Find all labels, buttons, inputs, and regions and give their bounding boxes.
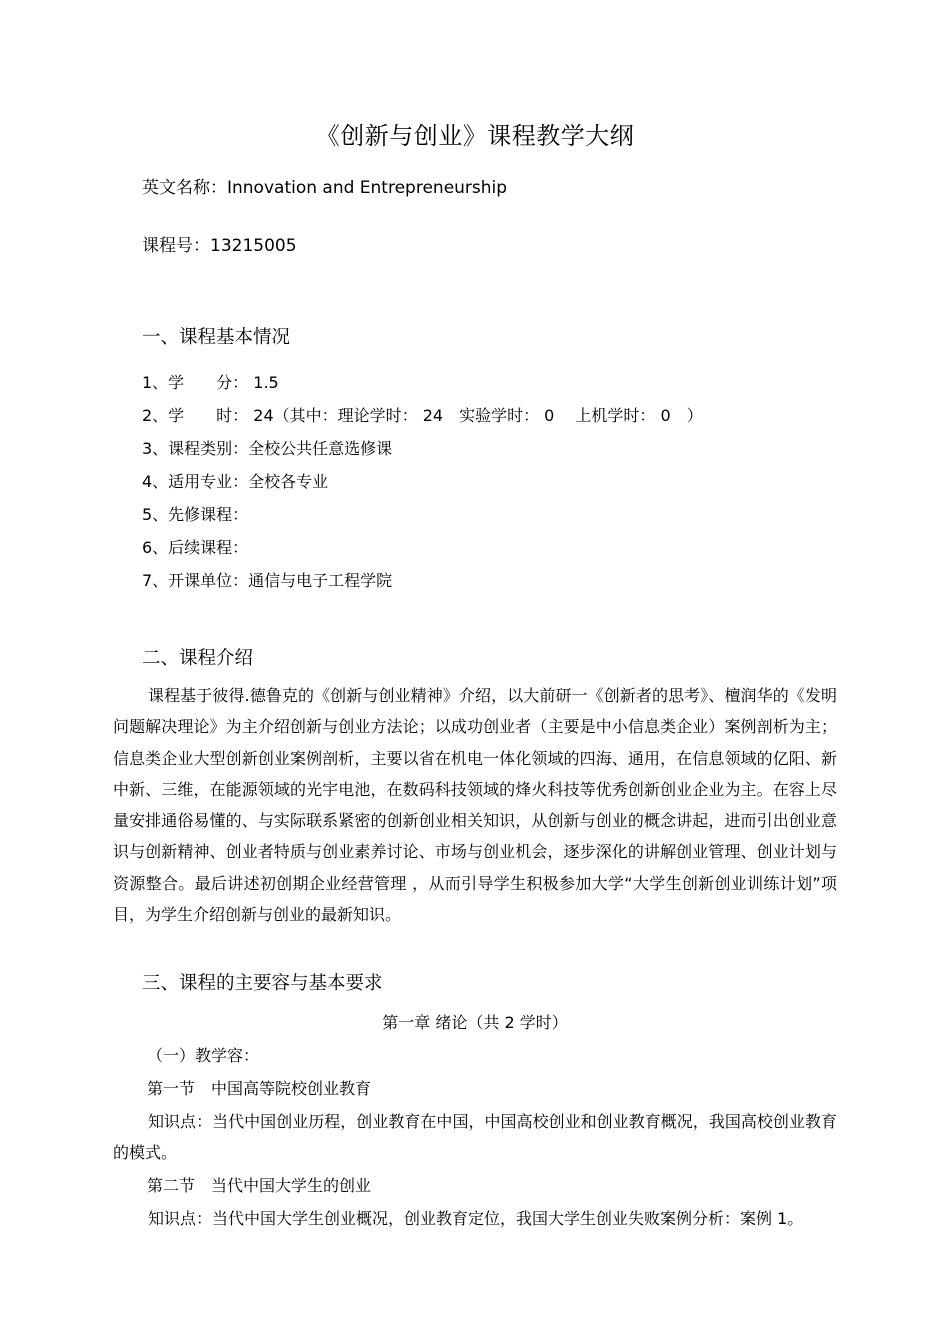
english-name: 英文名称：Innovation and Entrepreneurship <box>142 178 508 198</box>
section3-heading: 三、课程的主要容与基本要求 <box>142 973 383 994</box>
info-credits: 1、学 分： 1.5 <box>142 373 279 392</box>
info-course-type: 3、课程类别：全校公共任意选修课 <box>142 439 393 458</box>
course-intro-paragraph: 课程基于彼得.德鲁克的《创新与创业精神》介绍，以大前研一《创新者的思考》、檀润华的《发明问题解决理论》为主介绍创新与创业方法论；以成功创业者（主要是中小信息类企业）案例剖析为主；信息类企业大型创新创业案例剖析，主要以省在机电一体化领域的四海、通用，在信息领域的亿阳、新中新、三维，在能源领域的光宇电池，在数码科技领域的烽火科技等优秀创新创业企业为主。在容上尽量安排通俗易懂的、与实际联系紧密的创新创业相关知识，从创新与创业的概念讲起，进而引出创业意识与创新精神、创业者特质与创业素养讨论、市场与创业机会，逐步深化的讲解创业管理、创业计划与资源整合。最后讲述初创期企业经营管理 ，从而引导学生积极参加大学“大学生创新创业训练计划”项目，为学生介绍创新与创业的最新知识。 <box>113 686 837 925</box>
teaching-content-label: （一）教学容： <box>147 1046 260 1065</box>
chapter1-section1-points: 知识点：当代中国创业历程，创业教育在中国，中国高校创业和创业教育概况，我国高校创业教育的模式。 <box>113 1112 837 1163</box>
info-major: 4、适用专业：全校各专业 <box>142 472 329 491</box>
info-follow-up: 6、后续课程： <box>142 538 249 557</box>
page-title: 《创新与创业》课程教学大纲 <box>315 122 635 150</box>
chapter1-title: 第一章 绪论（共 2 学时） <box>382 1013 568 1032</box>
chapter1-section2-title: 第二节 当代中国大学生的创业 <box>147 1176 372 1195</box>
section1-heading: 一、课程基本情况 <box>142 327 291 348</box>
chapter1-section2-points: 知识点：当代中国大学生创业概况，创业教育定位，我国大学生创业失败案例分析：案例 1。 <box>148 1209 804 1228</box>
info-department: 7、开课单位：通信与电子工程学院 <box>142 571 393 590</box>
course-number: 课程号：13215005 <box>142 236 297 256</box>
section2-heading: 二、课程介绍 <box>142 648 254 669</box>
info-hours: 2、学 时： 24（其中：理论学时： 24 实验学时： 0 上机学时： 0 ） <box>142 406 703 425</box>
chapter1-section1-title: 第一节 中国高等院校创业教育 <box>147 1079 372 1098</box>
info-prerequisite: 5、先修课程： <box>142 505 249 524</box>
